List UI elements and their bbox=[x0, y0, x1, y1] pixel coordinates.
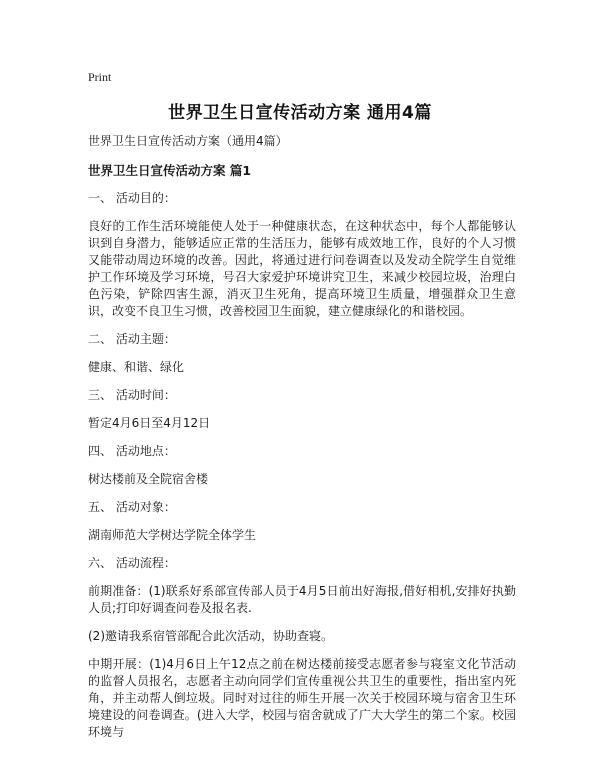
document-body bbox=[88, 128, 516, 752]
heading-audience: 五、 活动对象： bbox=[88, 500, 176, 514]
heading-process: 六、 活动流程： bbox=[88, 556, 176, 570]
print-link[interactable]: Print bbox=[88, 70, 112, 84]
document-subtitle: 世界卫生日宣传活动方案（通用4篇） bbox=[88, 134, 288, 148]
paragraph-purpose: 良好的工作生活环境能使人处于一种健康状态，在这种状态中，每个人都能够认识到自身潜力，能够适应正常的生活压力，能够有成效地工作，良好的个人习惯又能带动周边环境的改善。因此，将通过进行问卷调查以及发动全院学生自觉维护工作环境及学习环境，号召大家爱护环境讲究卫生，来减少校园垃圾，治理白色污染，铲除四害生源，消灭卫生死角，提高环境卫生质量，增强群众卫生意识，改变不良卫生习惯，改善校园卫生面貌，建立健康绿化的和谐校园。 bbox=[88, 219, 516, 318]
heading-theme: 二、 活动主题： bbox=[88, 332, 176, 346]
heading-location: 四、 活动地点： bbox=[88, 444, 176, 458]
document-title: 世界卫生日宣传活动方案 通用4篇 bbox=[168, 103, 432, 123]
paragraph-invite: (2)邀请我系宿管部配合此次活动，协助查寝。 bbox=[88, 629, 333, 643]
heading-purpose: 一、 活动目的： bbox=[88, 191, 176, 205]
paragraph-location: 树达楼前及全院宿舍楼 bbox=[88, 472, 209, 486]
paragraph-theme: 健康、和谐、绿化 bbox=[88, 360, 185, 374]
paragraph-time: 暂定4月6日至4月12日 bbox=[88, 416, 211, 430]
paragraph-preparation: 前期准备：(1)联系好系部宣传部人员于4月5日前出好海报,借好相机,安排好执勤人员;打印好调查问卷及报名表. bbox=[88, 584, 516, 615]
paragraph-midterm: 中期开展：(1)4月6日上午12点之前在树达楼前接受志愿者参与寝室文化节活动的监督人员报名，志愿者主动向同学们宣传重视公共卫生的重要性，指出室内死角，并主动帮人倒垃圾。同时对过往的师生开展一次关于校园环境与宿舍卫生环境建设的问卷调查。(进入大学，校园与宿舍就成了广大大学生的第二个家。校园环境与 bbox=[88, 657, 516, 739]
section-heading: 世界卫生日宣传活动方案 篇1 bbox=[88, 163, 252, 178]
paragraph-audience: 湖南师范大学树达学院全体学生 bbox=[88, 528, 257, 542]
heading-time: 三、 活动时间： bbox=[88, 388, 176, 402]
